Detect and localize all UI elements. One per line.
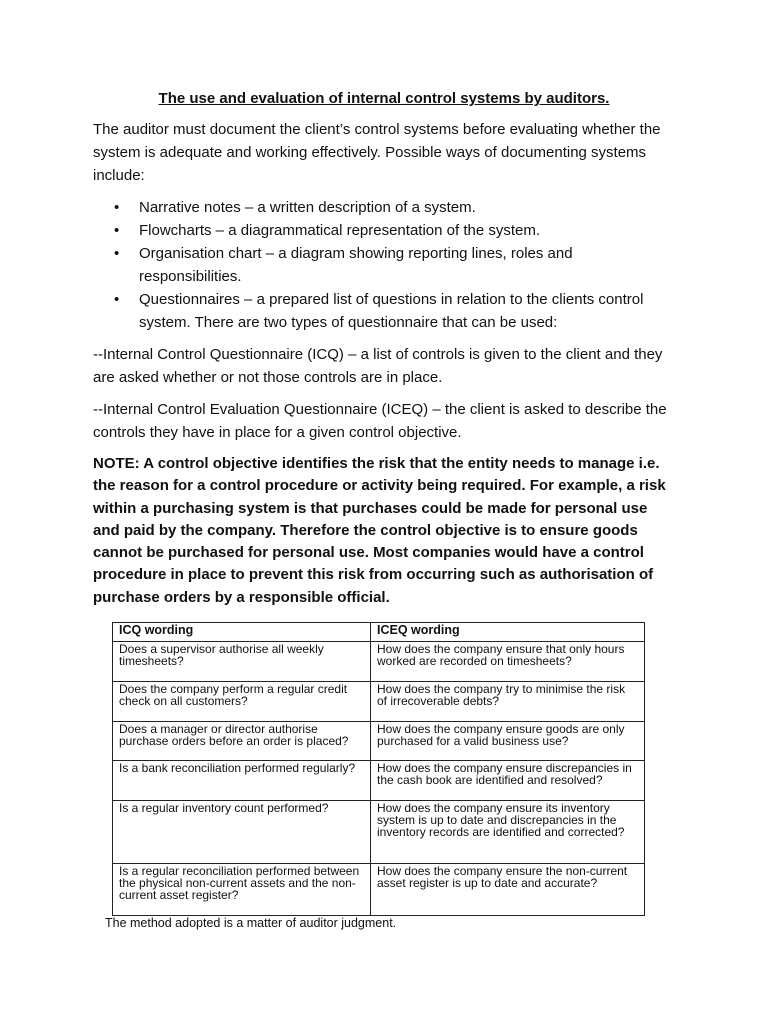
table-row (113, 761, 645, 801)
list-item: • Organisation chart – a diagram showing reporting lines, roles and responsibilities. (93, 242, 673, 288)
document-title: The use and evaluation of internal control systems by auditors. (158, 90, 610, 107)
table-cell: Is a regular reconciliation performed between the physical non-current assets and the non-current asset register? (113, 864, 371, 916)
table-header-iceq: ICEQ wording (371, 623, 645, 642)
table-row (113, 864, 645, 916)
table-cell: How does the company ensure discrepancies in the cash book are identified and resolved? (371, 761, 645, 801)
table-row (113, 801, 645, 864)
table-row (113, 722, 645, 761)
table-cell: Is a bank reconciliation performed regularly? (113, 761, 371, 801)
intro-paragraph: The auditor must document the client’s control systems before evaluating whether the system is adequate and working effectively. Possible ways of documenting systems include: (93, 121, 661, 184)
table-cell: Does a manager or director authorise purchase orders before an order is placed? (113, 722, 371, 761)
iceq-paragraph: --Internal Control Evaluation Questionnaire (ICEQ) – the client is asked to describe the controls they have in place for a given control objective. (93, 401, 667, 441)
table-cell: How does the company ensure that only hours worked are recorded on timesheets? (371, 642, 645, 682)
table-cell: How does the company try to minimise the risk of irrecoverable debts? (371, 682, 645, 722)
list-item: • Questionnaires – a prepared list of questions in relation to the clients control system. There are two types of questionnaire that can be used: (93, 288, 673, 334)
table-row (113, 682, 645, 722)
table-cell: Is a regular inventory count performed? (113, 801, 371, 864)
documentation-methods-list (93, 196, 673, 334)
list-item: • Narrative notes – a written description of a system. (93, 196, 673, 219)
footer-note: The method adopted is a matter of auditor judgment. (105, 916, 397, 930)
icq-iceq-table (112, 622, 645, 916)
table-cell: How does the company ensure the non-current asset register is up to date and accurate? (371, 864, 645, 916)
list-item: • Flowcharts – a diagrammatical representation of the system. (93, 219, 673, 242)
table-cell: How does the company ensure its inventory system is up to date and discrepancies in the inventory records are identified and corrected? (371, 801, 645, 864)
table-cell: Does a supervisor authorise all weekly timesheets? (113, 642, 371, 682)
table-row (113, 642, 645, 682)
table-cell: Does the company perform a regular credit check on all customers? (113, 682, 371, 722)
icq-paragraph: --Internal Control Questionnaire (ICQ) – a list of controls is given to the client and they are asked whether or not those controls are in place. (93, 346, 663, 386)
note-paragraph: NOTE: A control objective identifies the risk that the entity needs to manage i.e. the reason for a control procedure or activity being required. For example, a risk within a purchasing system is that purchases could be made for personal use and paid by the company. Therefore the control objective is to ensure goods cannot be purchased for personal use. Most companies would have a control procedure in place to prevent this risk from occurring such as authorisation of purchase orders by a responsible official. (93, 455, 666, 606)
table-cell: How does the company ensure goods are only purchased for a valid business use? (371, 722, 645, 761)
table-header-row (113, 623, 645, 642)
table-header-icq: ICQ wording (113, 623, 371, 642)
